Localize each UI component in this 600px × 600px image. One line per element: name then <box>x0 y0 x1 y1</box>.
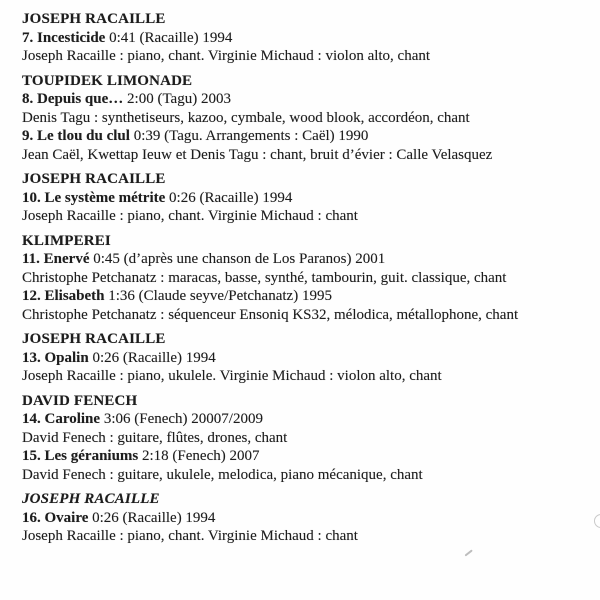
track-meta: 0:26 (Racaille) 1994 <box>165 189 293 206</box>
liner-notes <box>22 10 584 552</box>
track-line <box>22 189 584 208</box>
track-number-title: 9. Le tlou du clul <box>22 128 130 144</box>
track-number-title: 11. Enervé <box>22 251 90 267</box>
track-meta: 0:39 (Tagu. Arrangements : Caël) 1990 <box>129 128 369 144</box>
track-line <box>22 509 584 528</box>
artist-name: KLIMPEREI <box>22 232 111 249</box>
artist-section <box>22 72 584 165</box>
track-meta: 0:41 (Racaille) 1994 <box>105 29 233 46</box>
credits-line: Jean Caël, Kwettap Ieuw et Denis Tagu : chant, bruit d’évier : Calle Velasquez <box>22 146 493 163</box>
track-line <box>22 29 584 48</box>
credits-line: Joseph Racaille : piano, chant. Virginie Michaud : chant <box>22 528 358 544</box>
credits-line: Christophe Petchanatz : maracas, basse, synthé, tambourin, guit. classique, chant <box>22 269 507 286</box>
artist-section <box>22 170 584 226</box>
track-line <box>22 250 584 269</box>
track-line <box>22 349 584 368</box>
artist-name: JOSEPH RACAILLE <box>22 331 166 347</box>
track-line <box>22 90 584 109</box>
artist-section <box>22 392 584 485</box>
credits-line: David Fenech : guitare, ukulele, melodica, piano mécanique, chant <box>22 466 423 483</box>
credits-line: Joseph Racaille : piano, ukulele. Virginie Michaud : violon alto, chant <box>22 368 442 384</box>
track-line <box>22 447 584 466</box>
track-meta: 0:26 (Racaille) 1994 <box>88 509 216 526</box>
artist-section <box>22 232 584 325</box>
track-number-title: 16. Ovaire <box>22 509 89 526</box>
track-meta: 0:26 (Racaille) 1994 <box>88 349 216 366</box>
credits-line: Denis Tagu : synthetiseurs, kazoo, cymbale, wood blook, accordéon, chant <box>22 109 470 126</box>
track-line <box>22 127 584 146</box>
track-meta: 2:18 (Fenech) 2007 <box>138 448 260 464</box>
credits-line: David Fenech : guitare, flûtes, drones, chant <box>22 429 288 446</box>
track-number-title: 14. Caroline <box>22 411 101 427</box>
artist-section <box>22 330 584 386</box>
track-number-title: 13. Opalin <box>22 349 89 366</box>
artist-section <box>22 490 584 546</box>
track-number-title: 7. Incesticide <box>22 29 106 46</box>
scan-edge-mark <box>594 514 600 528</box>
track-meta: 3:06 (Fenech) 20007/2009 <box>100 411 263 427</box>
artist-section <box>22 10 584 66</box>
track-number-title: 8. Depuis que… <box>22 91 124 107</box>
artist-name: JOSEPH RACAILLE <box>22 171 166 187</box>
credits-line: Joseph Racaille : piano, chant. Virginie Michaud : chant <box>22 208 358 224</box>
track-meta: 0:45 (d’après une chanson de Los Paranos) 2001 <box>89 251 386 267</box>
artist-name: DAVID FENECH <box>22 392 138 409</box>
track-meta: 1:36 (Claude seyve/Petchanatz) 1995 <box>104 288 332 304</box>
artist-name: JOSEPH RACAILLE <box>22 491 160 507</box>
track-meta: 2:00 (Tagu) 2003 <box>123 91 231 107</box>
track-number-title: 10. Le système métrite <box>22 189 166 206</box>
track-line <box>22 287 584 306</box>
track-line <box>22 410 584 429</box>
track-number-title: 12. Elisabeth <box>22 288 105 304</box>
artist-name: JOSEPH RACAILLE <box>22 11 166 27</box>
artist-name: TOUPIDEK LIMONADE <box>22 72 193 89</box>
credits-line: Christophe Petchanatz : séquenceur Ensoniq KS32, mélodica, métallophone, chant <box>22 306 519 323</box>
credits-line: Joseph Racaille : piano, chant. Virginie Michaud : violon alto, chant <box>22 48 431 64</box>
track-number-title: 15. Les géraniums <box>22 448 139 464</box>
